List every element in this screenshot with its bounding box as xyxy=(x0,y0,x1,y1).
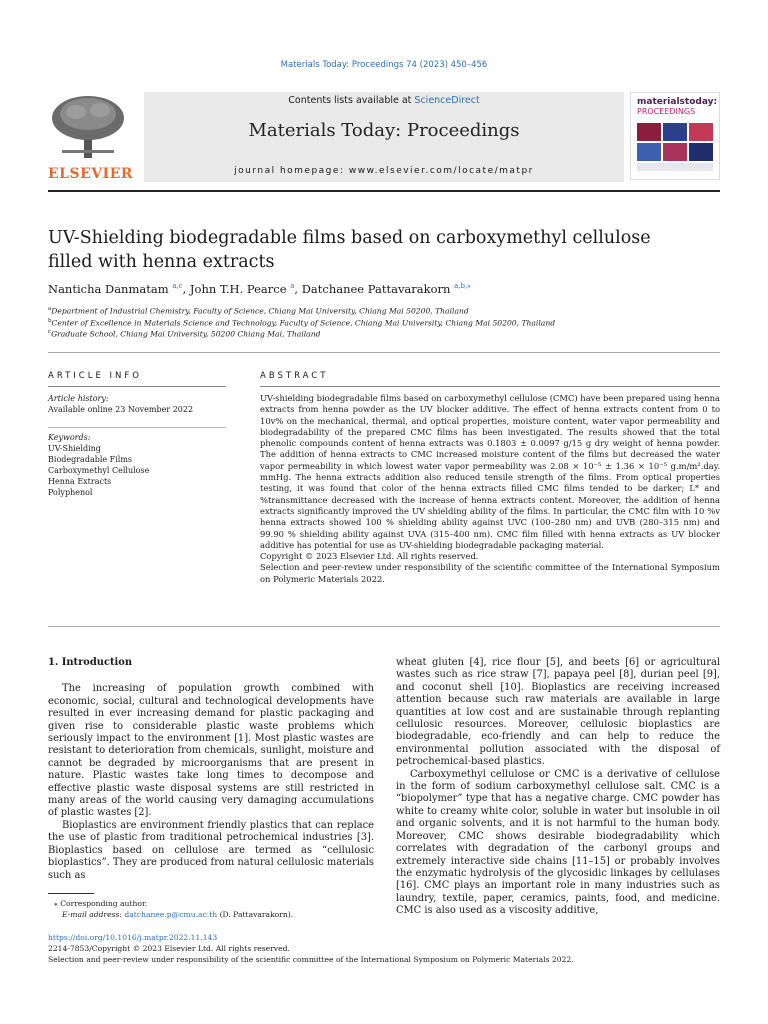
author-name: Datchanee Pattavarakorn xyxy=(301,282,451,296)
abstract-bottom-rule xyxy=(48,626,720,627)
author-separator: , xyxy=(182,282,190,296)
affiliation-rule xyxy=(48,352,720,353)
author-2[interactable] xyxy=(190,282,294,296)
corresponding-author: ⁎ Corresponding author. xyxy=(54,899,148,908)
cover-mosaic-image xyxy=(631,93,719,179)
affiliation-c xyxy=(48,329,320,339)
affiliation-sup: c xyxy=(48,329,52,335)
keywords-label: Keywords: xyxy=(48,433,91,442)
affiliation-text: Center of Excellence in Materials Science and Technology, Faculty of Science, Chiang Mai University, Chiang Mai 50200, Thailand xyxy=(51,318,556,328)
abstract-selection: Selection and peer-review under responsibility of the scientific committee of the International Symposium on Polymeric Materials 2022. xyxy=(260,562,720,584)
author-1[interactable] xyxy=(48,282,183,296)
author-3[interactable] xyxy=(302,282,471,296)
elsevier-tree-icon xyxy=(48,92,128,160)
body-paragraph: Carboxymethyl cellulose or CMC is a derivative of cellulose in the form of sodium carboxymethyl cellulose salt. CMC is a “biopolymer” type that has a negative charge. CMC powder has white to creamy white color, soluble in water but insoluble in oil and organic solvents, and it is not harmful to the human body. Moreover, CMC shows desirable biodegradability which correlates with degradation of the carbonyl groups and extremely interactive side chains [11–15] or probably involves the enzymatic hydrolysis of the glycosidic linkages by cellulases [16]. CMC plays an important role in many industries such as laundry, textile, paper, ceramics, paints, food, and medicine. CMC is also used as a viscosity additive, xyxy=(396,768,720,917)
body-paragraph: Bioplastics are environment friendly plastics that can replace the use of plastic from traditional petrochemical industries [3]. Bioplastics based on cellulose are termed as “cellulosic bioplastics”. They are produced from natural cellulosic materials such as xyxy=(48,819,374,881)
section-title: 1. Introduction xyxy=(48,657,133,668)
homepage-link[interactable]: www.elsevier.com/locate/matpr xyxy=(348,166,534,176)
body-paragraph: The increasing of population growth combined with economic, social, cultural and technological developments have resulted in ever increasing demand for plastic packaging and given rise to considerable plastic waste problems which seriously impact to the environment [1]. Most plastic wastes are resistant to deterioration from chemicals, sunlight, moisture and cannot be degraded by microorganisms that are present in nature. Plastic wastes take long times to decompose and effective plastic waste disposal systems are still restricted in many areas of the world causing very damaging accumulations of plastic wastes [2]. xyxy=(48,683,374,819)
article-info-heading: ARTICLE INFO xyxy=(48,371,142,381)
article-info-rule xyxy=(48,386,226,387)
footnote-rule xyxy=(48,893,94,894)
publisher-logo[interactable] xyxy=(48,92,134,182)
article-title: UV-Shielding biodegradable films based on carboxymethyl cellulose filled with henna extracts xyxy=(48,228,651,272)
journal-citation[interactable] xyxy=(0,60,768,70)
keyword: Carboxymethyl Cellulose xyxy=(48,466,150,475)
elsevier-wordmark: ELSEVIER xyxy=(48,166,134,182)
footer-selection: Selection and peer-review under responsibility of the scientific committee of the International Symposium on Polymeric Materials 2022. xyxy=(48,955,574,964)
author-affil-sup[interactable]: a,c xyxy=(172,282,183,291)
journal-header xyxy=(48,92,720,182)
contents-prefix: Contents lists available at xyxy=(288,95,415,106)
abstract-copyright: Copyright © 2023 Elsevier Ltd. All rights reserved. xyxy=(260,551,479,562)
journal-name: Materials Today: Proceedings xyxy=(248,120,520,141)
author-separator: , xyxy=(294,282,302,296)
body-left-column xyxy=(48,657,374,882)
keyword: Polyphenol xyxy=(48,488,93,497)
abstract-heading: ABSTRACT xyxy=(260,371,329,381)
body-paragraph: wheat gluten [4], rice flour [5], and beets [6] or agricultural wastes such as rice straw [7], papaya peel [8], durian peel [9], and coconut shell [10]. Bioplastics are receiving increased attention because such raw materials are available in large quantities at low cost and are sustainable through replanting cellulosic resources. Moreover, cellulosic bioplastics are biodegradable, eco-friendly and can help to reduce the environmental pollution associated with the disposal of petrochemical-based plastics. xyxy=(396,657,720,768)
keywords-block xyxy=(48,432,228,498)
page-footer xyxy=(48,932,720,965)
keyword: UV-Shielding xyxy=(48,444,101,453)
article-history xyxy=(48,393,228,415)
history-value: Available online 23 November 2022 xyxy=(48,405,194,414)
affiliation-text: Graduate School, Chiang Mai University, 50200 Chiang Mai, Thailand xyxy=(51,329,321,339)
email-label: E-mail address: xyxy=(62,910,125,919)
corresponding-footnote xyxy=(48,898,368,920)
author-name: Nanticha Danmatam xyxy=(48,282,169,296)
author-list xyxy=(48,282,471,296)
citation-link[interactable]: Materials Today: Proceedings 74 (2023) 450–456 xyxy=(280,60,488,70)
keyword: Biodegradable Films xyxy=(48,455,133,464)
affiliation-sup: a xyxy=(48,306,52,312)
cover-subtitle: PROCEEDINGS xyxy=(637,107,696,116)
header-rule xyxy=(48,190,720,192)
author-affil-sup[interactable]: a,b,⁎ xyxy=(454,282,471,291)
homepage-prefix: journal homepage: xyxy=(234,166,349,176)
author-name: John T.H. Pearce xyxy=(189,282,287,296)
contents-line xyxy=(144,95,624,106)
sciencedirect-link[interactable]: ScienceDirect xyxy=(414,95,480,106)
body-right-column xyxy=(396,657,720,918)
affiliation-sup: b xyxy=(48,318,52,324)
email-line xyxy=(48,909,368,920)
issn-line: 2214-7853/Copyright © 2023 Elsevier Ltd. All rights reserved. xyxy=(48,944,290,953)
journal-banner xyxy=(144,92,624,182)
affiliation-text: Department of Industrial Chemistry, Faculty of Science, Chiang Mai University, Chiang Mai 50200, Thailand xyxy=(51,306,469,316)
doi-link[interactable]: https://doi.org/10.1016/j.matpr.2022.11.143 xyxy=(48,933,218,942)
history-label: Article history: xyxy=(48,394,109,403)
email-suffix: (D. Pattavarakorn). xyxy=(217,910,294,919)
keyword: Henna Extracts xyxy=(48,477,112,486)
author-affil-sup[interactable]: a xyxy=(290,282,295,291)
homepage-line xyxy=(144,166,624,176)
affiliation-a xyxy=(48,306,469,316)
history-rule xyxy=(48,427,226,428)
affiliation-b xyxy=(48,318,555,328)
abstract-rule xyxy=(260,386,720,387)
journal-cover-thumbnail[interactable] xyxy=(630,92,720,180)
abstract-body xyxy=(260,393,720,585)
email-link[interactable]: datchanee.p@cmu.ac.th xyxy=(124,910,218,919)
abstract-text: UV-shielding biodegradable films based on carboxymethyl cellulose (CMC) have been prepared using henna extracts from henna powder as the UV blocker additive. The effect of henna extracts content from 0 to 10v% on the mechanical, thermal, and optical properties, moisture content, water vapor permeability and biodegradability of the prepared CMC films has been investigated. The results showed that the total phenolic compounds content of henna extracts was 0.1803 ± 0.0097 g/15 g dry weight of henna powder. The addition of henna extracts to CMC increased moisture content of the films but decreased the water vapor permeability in which lowest water vapor permeability was 2.08 × 10⁻⁵ ± 1.36 × 10⁻⁵ g.m/m².day. mmHg. The henna extracts addition also reduced tensile strength of the films. From optical properties testing, it was found that color of the henna extracts filled CMC films tended to be darker; L* and %transmittance decreased with the increase of henna extracts content. Moreover, the addition of henna extracts significantly improved the UV shielding ability of the films. In particular, the CMC film with 10 %v henna extracts showed 100 % shielding ability against UVC (100–280 nm) and UVB (280–315 nm) and 99.90 % shielding ability against UVA (315–400 nm). CMC film filled with henna extracts as UV blocker additive has potential for use as UV-shielding biodegradable packaging material. xyxy=(260,393,720,550)
cover-title-text: materialstoday: xyxy=(637,97,718,107)
